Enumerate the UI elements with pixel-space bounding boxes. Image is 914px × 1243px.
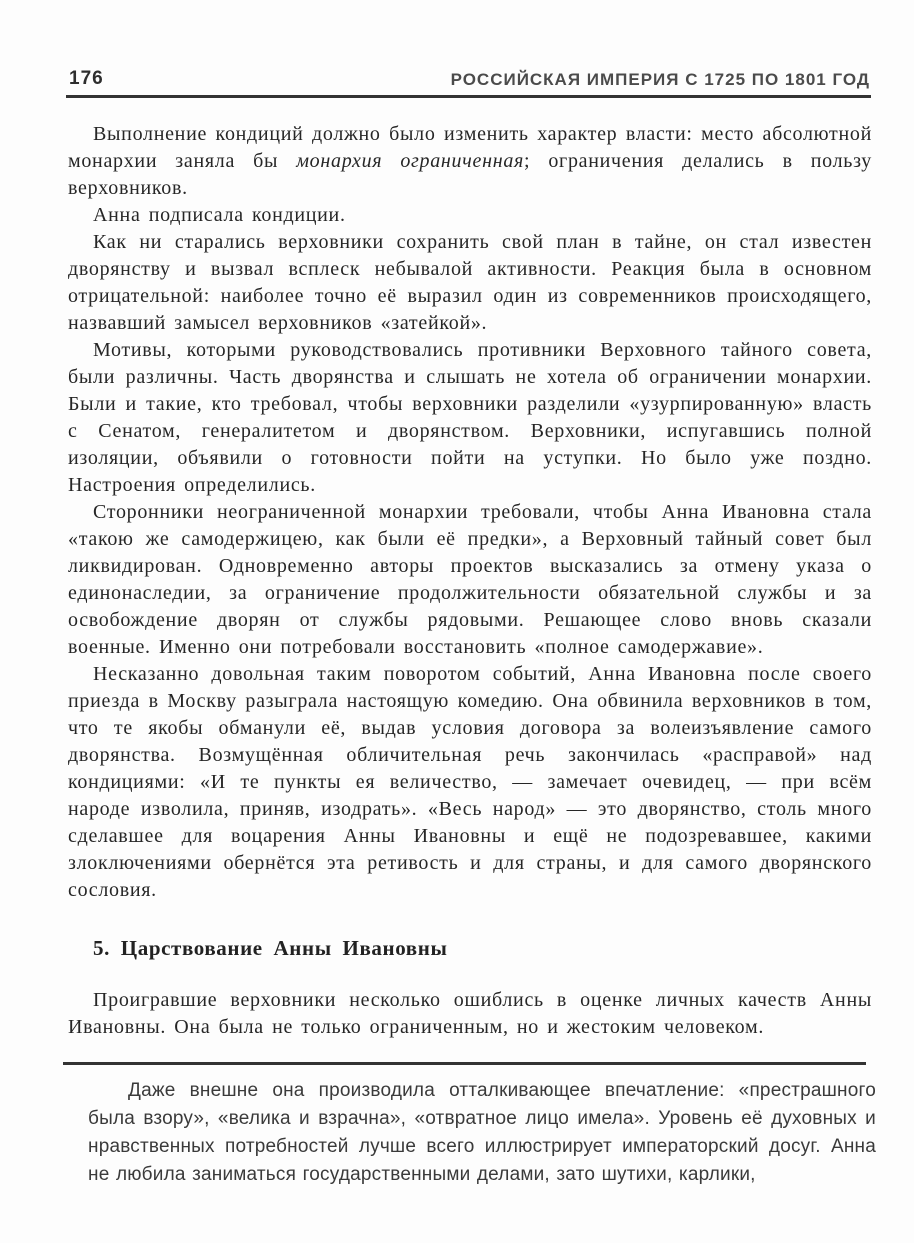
running-title: РОССИЙСКАЯ ИМПЕРИЯ С 1725 ПО 1801 ГОД — [450, 70, 870, 89]
paragraph-anna-signed: Анна подписала кондиции. — [93, 204, 346, 226]
note-paragraph: Даже внешне она производила отталкивающее впечатление: «престрашного была взору», «велика и взрачна», «отвратное лицо имела». Уровень её духовных и нравственных потребностей лучше всего иллюстрирует императорский досуг. Анна не любила заниматься государственными делами, зато шутихи, карлики, — [88, 1080, 876, 1185]
paragraph-italic-term: монархия ограниченная — [296, 150, 525, 172]
page-header — [69, 68, 870, 90]
paragraph-text: ; ограничения делались в пользу верховников. — [68, 150, 872, 199]
page-body — [68, 121, 872, 1041]
header-rule — [66, 95, 871, 98]
paragraph-motives: Мотивы, которыми руководствовались противники Верховного тайного совета, были различны. Часть дворянства и слышать не хотела об ограничении монархии. Были и такие, кто требовал, чтобы верховники разделили «узурпированную» власть с Сенатом, генералитетом и дворянством. Верховники, испугавшись полной изоляции, объявили о готовности пойти на уступки. Но было уже поздно. Настроения определились. — [68, 339, 872, 496]
note-rule — [63, 1062, 866, 1065]
paragraph-text: Выполнение кондиций должно было изменить характер власти: место абсолютной монархии заняла бы — [68, 123, 872, 172]
paragraph-konditsii — [68, 121, 872, 202]
paragraph-monarchy-supporters: Сторонники неограниченной монархии требовали, чтобы Анна Ивановна стала «такою же самодержицею, как были её предки», а Верховный тайный совет был ликвидирован. Одновременно авторы проектов высказались за отмену указа о единонаследии, за ограничение продолжительности обязательной службы и за освобождение дворян от службы рядовыми. Решающее слово вновь сказали военные. Именно они потребовали восстановить «полное самодержавие». — [68, 501, 872, 658]
paragraph-verkhovniki-mistake: Проигравшие верховники несколько ошиблись в оценке личных качеств Анны Ивановны. Она была не только ограниченным, но и жестоким человеком. — [68, 989, 872, 1038]
section-heading: 5. Царствование Анны Ивановны — [93, 936, 448, 960]
note-block — [88, 1077, 876, 1189]
paragraph-comedy: Несказанно довольная таким поворотом событий, Анна Ивановна после своего приезда в Москву разыграла настоящую комедию. Она обвинила верховников в том, что те якобы обманули её, выдав условия договора за волеизъявление самого дворянства. Возмущённая обличительная речь закончилась «расправой» над кондициями: «И те пункты ея величество, — замечает очевидец, — при всём народе изволила, приняв, изодрать». «Весь народ» — это дворянство, столь много сделавшее для воцарения Анны Ивановны и ещё не подозревавшее, какими злоключениями обернётся эта ретивость и для страны, и для самого дворянского сословия. — [68, 663, 872, 901]
page-number: 176 — [69, 68, 104, 89]
paragraph-reaction: Как ни старались верховники сохранить свой план в тайне, он стал известен дворянству и вызвал всплеск небывалой активности. Реакция была в основном отрицательной: наиболее точно её выразил один из современников происходящего, назвавший замысел верховников «затейкой». — [68, 231, 872, 334]
